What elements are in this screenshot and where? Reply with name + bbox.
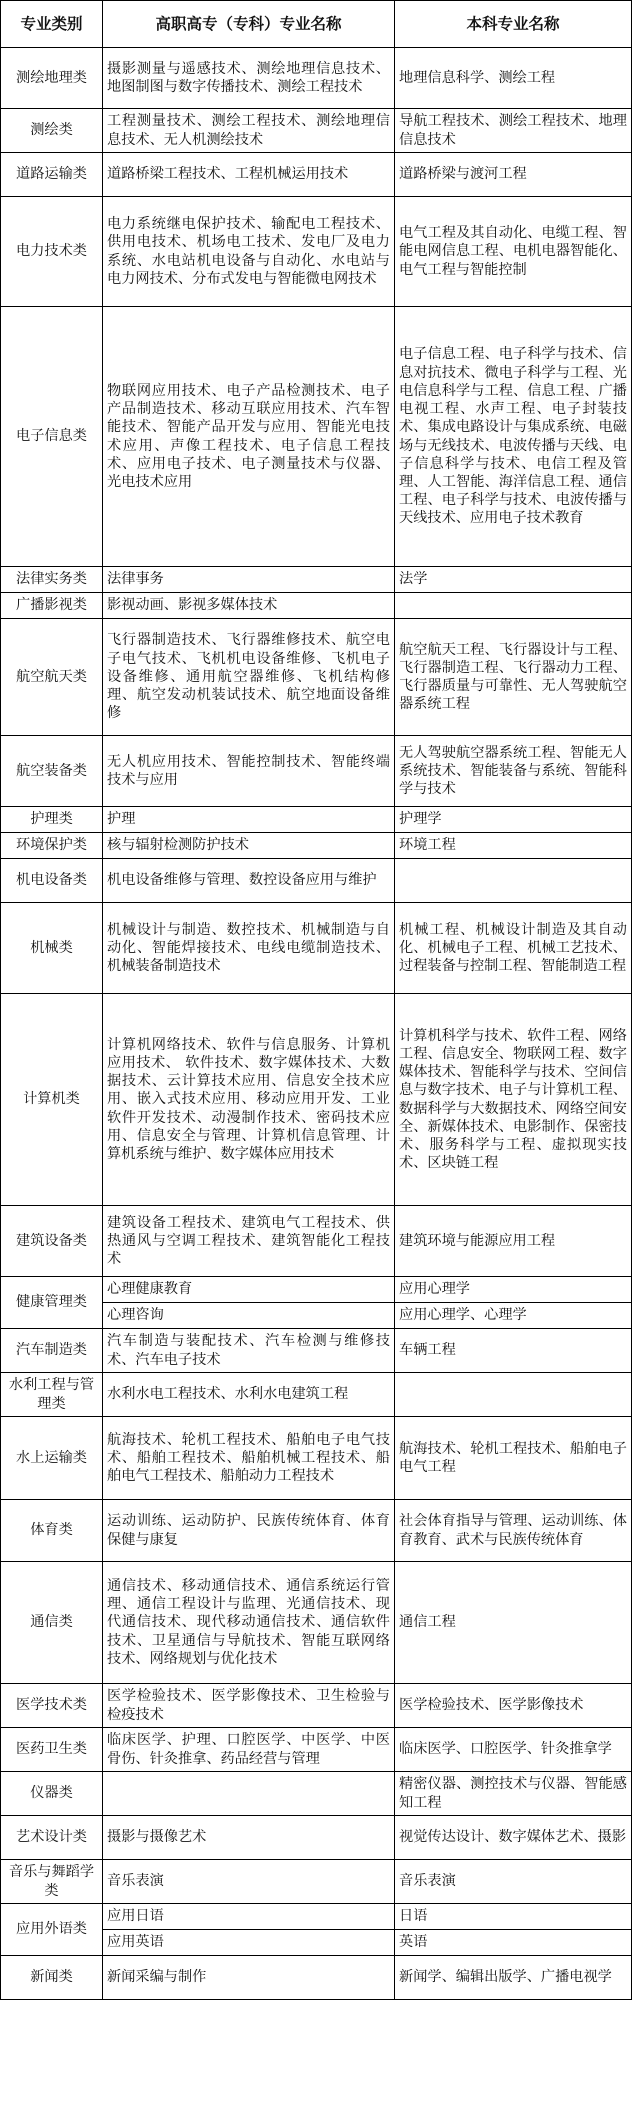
undergraduate-majors-cell: 医学检验技术、医学影像技术 [395,1684,632,1728]
vocational-majors-cell: 机电设备维修与管理、数控设备应用与维护 [103,859,395,903]
table-row [1,1277,632,1303]
category-cell: 机械类 [1,903,103,994]
undergraduate-majors-cell: 精密仪器、测控技术与仪器、智能感知工程 [395,1772,632,1816]
table-row [1,1684,632,1728]
undergraduate-majors-cell: 导航工程技术、测绘工程技术、地理信息技术 [395,109,632,153]
table-row [1,153,632,197]
table-row [1,567,632,593]
header-vocational: 高职高专（专科）专业名称 [103,1,395,48]
category-cell: 航空航天类 [1,619,103,736]
table-row [1,994,632,1206]
table-row [1,1373,632,1417]
table-row [1,593,632,619]
vocational-majors-cell: 建筑设备工程技术、建筑电气工程技术、供热通风与空调工程技术、建筑智能化工程技术 [103,1206,395,1277]
category-cell: 新闻类 [1,1956,103,2000]
category-cell: 医药卫生类 [1,1728,103,1772]
vocational-majors-cell: 影视动画、影视多媒体技术 [103,593,395,619]
undergraduate-majors-cell: 车辆工程 [395,1329,632,1373]
vocational-majors-cell: 核与辐射检测防护技术 [103,833,395,859]
category-cell: 航空装备类 [1,736,103,807]
undergraduate-majors-cell: 电子信息工程、电子科学与技术、信息对抗技术、微电子科学与工程、光电信息科学与工程、信息工程、广播电视工程、水声工程、电子封装技术、集成电路设计与集成系统、电磁场与无线技术、电波传播与天线、电子信息科学与技术、电信工程及管理、人工智能、海洋信息工程、通信工程、电子科学与技术、电波传播与天线技术、应用电子技术教育 [395,307,632,567]
vocational-majors-cell: 物联网应用技术、电子产品检测技术、电子产品制造技术、移动互联应用技术、汽车智能技术、智能产品开发与应用、智能光电技术应用、声像工程技术、电子信息工程技术、应用电子技术、电子测量技术与仪器、光电技术应用 [103,307,395,567]
header-category: 专业类别 [1,1,103,48]
vocational-majors-cell: 音乐表演 [103,1860,395,1904]
category-cell: 水上运输类 [1,1417,103,1500]
vocational-majors-cell: 应用日语 [103,1904,395,1930]
vocational-majors-cell: 医学检验技术、医学影像技术、卫生检验与检疫技术 [103,1684,395,1728]
vocational-majors-cell: 通信技术、移动通信技术、通信系统运行管理、通信工程设计与监理、光通信技术、现代通信技术、现代移动通信技术、通信软件技术、卫星通信与导航技术、智能互联网络技术、网络规划与优化技术 [103,1562,395,1684]
vocational-majors-cell: 水利水电工程技术、水利水电建筑工程 [103,1373,395,1417]
undergraduate-majors-cell: 环境工程 [395,833,632,859]
vocational-majors-cell: 电力系统继电保护技术、输配电工程技术、供用电技术、机场电工技术、发电厂及电力系统、水电站机电设备与自动化、水电站与电力网技术、分布式发电与智能微电网技术 [103,197,395,307]
header-undergraduate: 本科专业名称 [395,1,632,48]
vocational-majors-cell: 临床医学、护理、口腔医学、中医学、中医骨伤、针灸推拿、药品经营与管理 [103,1728,395,1772]
category-cell: 音乐与舞蹈学类 [1,1860,103,1904]
table-row [1,833,632,859]
table-row [1,619,632,736]
category-cell: 测绘地理类 [1,48,103,109]
undergraduate-majors-cell: 航海技术、轮机工程技术、船舶电子电气工程 [395,1417,632,1500]
undergraduate-majors-cell: 法学 [395,567,632,593]
category-cell: 水利工程与管理类 [1,1373,103,1417]
vocational-majors-cell [103,1772,395,1816]
undergraduate-majors-cell: 日语 [395,1904,632,1930]
table-body [1,48,632,2000]
category-cell: 机电设备类 [1,859,103,903]
undergraduate-majors-cell: 视觉传达设计、数字媒体艺术、摄影 [395,1816,632,1860]
undergraduate-majors-cell: 通信工程 [395,1562,632,1684]
vocational-majors-cell: 航海技术、轮机工程技术、船舶电子电气技术、船舶工程技术、船舶机械工程技术、船舶电气工程技术、船舶动力工程技术 [103,1417,395,1500]
category-cell: 应用外语类 [1,1904,103,1956]
vocational-majors-cell: 摄影与摄像艺术 [103,1816,395,1860]
vocational-majors-cell: 计算机网络技术、软件与信息服务、计算机应用技术、 软件技术、数字媒体技术、大数据技术、云计算技术应用、信息安全技术应用、嵌入式技术应用、移动应用开发、工业软件开发技术、动漫制作技术、密码技术应用、信息安全与管理、计算机信息管理、计算机系统与维护、数字媒体应用技术 [103,994,395,1206]
category-cell: 汽车制造类 [1,1329,103,1373]
category-cell: 建筑设备类 [1,1206,103,1277]
category-cell: 电子信息类 [1,307,103,567]
category-cell: 环境保护类 [1,833,103,859]
category-cell: 健康管理类 [1,1277,103,1329]
vocational-majors-cell: 护理 [103,807,395,833]
undergraduate-majors-cell: 临床医学、口腔医学、针灸推拿学 [395,1728,632,1772]
category-cell: 护理类 [1,807,103,833]
table-row [1,1860,632,1904]
vocational-majors-cell: 运动训练、运动防护、民族传统体育、体育保健与康复 [103,1500,395,1562]
vocational-majors-cell: 道路桥梁工程技术、工程机械运用技术 [103,153,395,197]
category-cell: 计算机类 [1,994,103,1206]
undergraduate-majors-cell: 应用心理学 [395,1277,632,1303]
vocational-majors-cell: 法律事务 [103,567,395,593]
vocational-majors-cell: 心理健康教育 [103,1277,395,1303]
undergraduate-majors-cell: 地理信息科学、测绘工程 [395,48,632,109]
undergraduate-majors-cell: 电气工程及其自动化、电缆工程、智能电网信息工程、电机电器智能化、电气工程与智能控制 [395,197,632,307]
vocational-majors-cell: 无人机应用技术、智能控制技术、智能终端技术与应用 [103,736,395,807]
undergraduate-majors-cell [395,1373,632,1417]
category-cell: 测绘类 [1,109,103,153]
category-cell: 法律实务类 [1,567,103,593]
table-row [1,736,632,807]
table-row [1,1562,632,1684]
table-row [1,807,632,833]
undergraduate-majors-cell [395,859,632,903]
table-row [1,1904,632,1930]
table-row [1,1417,632,1500]
category-cell: 医学技术类 [1,1684,103,1728]
undergraduate-majors-cell: 新闻学、编辑出版学、广播电视学 [395,1956,632,2000]
undergraduate-majors-cell: 航空航天工程、飞行器设计与工程、飞行器制造工程、飞行器动力工程、飞行器质量与可靠性、无人驾驶航空器系统工程 [395,619,632,736]
table-row [1,48,632,109]
vocational-majors-cell: 心理咨询 [103,1303,395,1329]
undergraduate-majors-cell: 无人驾驶航空器系统工程、智能无人系统技术、智能装备与系统、智能科学与技术 [395,736,632,807]
undergraduate-majors-cell: 机械工程、机械设计制造及其自动化、机械电子工程、机械工艺技术、过程装备与控制工程、智能制造工程 [395,903,632,994]
vocational-majors-cell: 工程测量技术、测绘工程技术、测绘地理信息技术、无人机测绘技术 [103,109,395,153]
table-row [1,903,632,994]
table-row [1,859,632,903]
undergraduate-majors-cell [395,593,632,619]
category-cell: 道路运输类 [1,153,103,197]
category-cell: 体育类 [1,1500,103,1562]
table-row [1,1500,632,1562]
undergraduate-majors-cell: 道路桥梁与渡河工程 [395,153,632,197]
vocational-majors-cell: 汽车制造与装配技术、汽车检测与维修技术、汽车电子技术 [103,1329,395,1373]
table-row [1,197,632,307]
vocational-majors-cell: 机械设计与制造、数控技术、机械制造与自动化、智能焊接技术、电线电缆制造技术、机械装备制造技术 [103,903,395,994]
category-cell: 通信类 [1,1562,103,1684]
undergraduate-majors-cell: 护理学 [395,807,632,833]
undergraduate-majors-cell: 建筑环境与能源应用工程 [395,1206,632,1277]
undergraduate-majors-cell: 英语 [395,1930,632,1956]
vocational-majors-cell: 摄影测量与遥感技术、测绘地理信息技术、地图制图与数字传播技术、测绘工程技术 [103,48,395,109]
table-row [1,307,632,567]
category-cell: 电力技术类 [1,197,103,307]
undergraduate-majors-cell: 社会体育指导与管理、运动训练、体育教育、武术与民族传统体育 [395,1500,632,1562]
category-cell: 仪器类 [1,1772,103,1816]
table-row [1,1772,632,1816]
category-cell: 艺术设计类 [1,1816,103,1860]
category-cell: 广播影视类 [1,593,103,619]
undergraduate-majors-cell: 应用心理学、心理学 [395,1303,632,1329]
table-row [1,1728,632,1772]
table-row [1,1206,632,1277]
vocational-majors-cell: 应用英语 [103,1930,395,1956]
vocational-majors-cell: 新闻采编与制作 [103,1956,395,2000]
undergraduate-majors-cell: 计算机科学与技术、软件工程、网络工程、信息安全、物联网工程、数字媒体技术、智能科学与技术、空间信息与数字技术、电子与计算机工程、数据科学与大数据技术、网络空间安全、新媒体技术、电影制作、保密技术、服务科学与工程、虚拟现实技术、区块链工程 [395,994,632,1206]
table-row [1,109,632,153]
vocational-majors-cell: 飞行器制造技术、飞行器维修技术、航空电子电气技术、飞机机电设备维修、飞机电子设备维修、通用航空器维修、飞机结构修理、航空发动机装试技术、航空地面设备维修 [103,619,395,736]
table-row [1,1956,632,2000]
table-row [1,1816,632,1860]
header-row [1,1,632,48]
table-row [1,1329,632,1373]
undergraduate-majors-cell: 音乐表演 [395,1860,632,1904]
